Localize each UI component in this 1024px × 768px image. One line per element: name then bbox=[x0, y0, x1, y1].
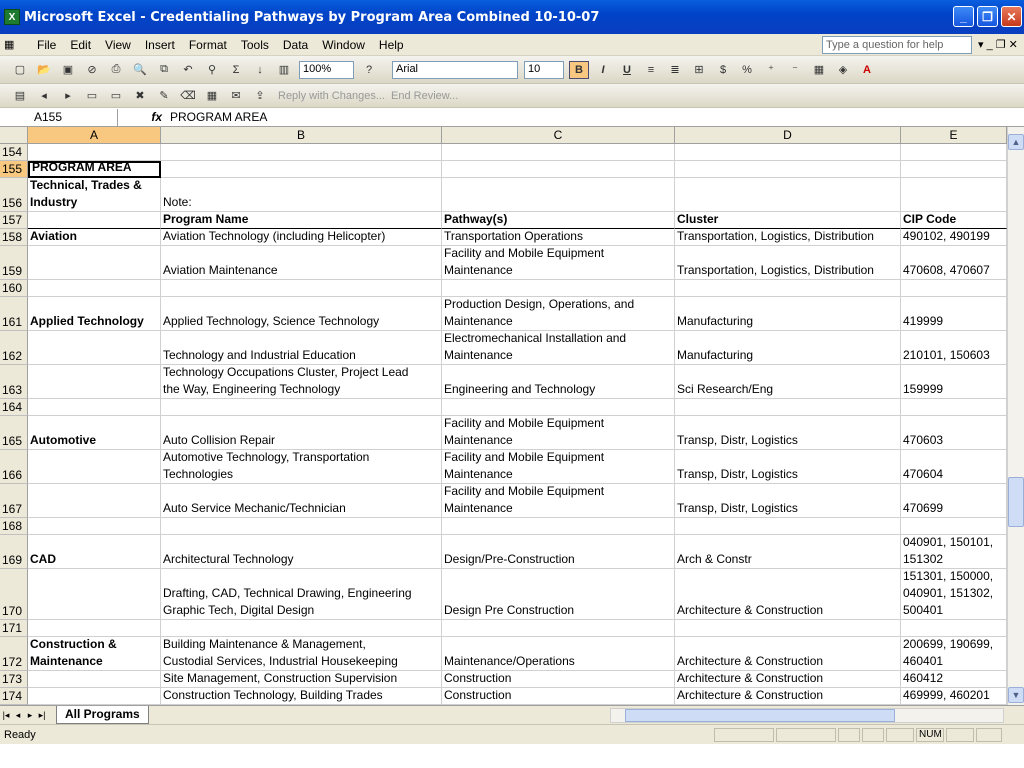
menu-format[interactable]: Format bbox=[188, 37, 227, 52]
cell-b154[interactable] bbox=[161, 144, 442, 161]
status-bar bbox=[0, 724, 1024, 744]
row-header[interactable]: 155 bbox=[0, 161, 28, 178]
cell-c171[interactable] bbox=[442, 620, 675, 637]
cell-b170[interactable]: Drafting, CAD, Technical Drawing, Engineering Graphic Tech, Digital Design bbox=[161, 569, 442, 620]
cell-b171[interactable] bbox=[161, 620, 442, 637]
cell-a169[interactable]: CAD bbox=[28, 535, 161, 569]
menu-tools[interactable]: Tools bbox=[240, 37, 269, 52]
prev-comment-icon[interactable]: ◂ bbox=[41, 90, 47, 102]
cell-c173[interactable]: Construction bbox=[442, 671, 675, 688]
cell-d173[interactable]: Architecture & Construction bbox=[675, 671, 901, 688]
cell-b173[interactable]: Site Management, Construction Supervision bbox=[161, 671, 442, 688]
cell-c168[interactable] bbox=[442, 518, 675, 535]
row-header[interactable]: 165 bbox=[0, 416, 28, 450]
cell-d160[interactable] bbox=[675, 280, 901, 297]
row-header[interactable]: 157 bbox=[0, 212, 28, 229]
italic-button[interactable]: I bbox=[601, 63, 605, 76]
cell-e165[interactable]: 470603 bbox=[901, 416, 1007, 450]
prev-sheet-icon[interactable]: ◂ bbox=[15, 709, 21, 720]
cell-e158[interactable]: 490102, 490199 bbox=[901, 229, 1007, 246]
merge-center-icon[interactable]: ⊞ bbox=[694, 64, 704, 76]
track-icon[interactable]: ▦ bbox=[206, 90, 218, 102]
excel-icon: X bbox=[4, 9, 20, 25]
standard-toolbar bbox=[0, 56, 1024, 84]
cell-c167[interactable]: Facility and Mobile Equipment Maintenance bbox=[442, 484, 675, 518]
cell-e159[interactable]: 470608, 470607 bbox=[901, 246, 1007, 280]
vertical-scrollbar[interactable] bbox=[1007, 127, 1024, 705]
chart-icon[interactable]: ▥ bbox=[278, 64, 290, 76]
row-header[interactable]: 166 bbox=[0, 450, 28, 484]
row-header[interactable]: 161 bbox=[0, 297, 28, 331]
horizontal-scrollbar[interactable] bbox=[610, 708, 1004, 723]
cell-a155[interactable]: PROGRAM AREA bbox=[28, 161, 161, 178]
row-header[interactable]: 163 bbox=[0, 365, 28, 399]
bold-button[interactable]: B bbox=[569, 61, 589, 79]
cell-c172[interactable]: Maintenance/Operations bbox=[442, 637, 675, 671]
select-all-corner[interactable] bbox=[0, 127, 28, 144]
first-sheet-icon[interactable]: |◂ bbox=[2, 709, 10, 720]
cell-a166[interactable] bbox=[28, 450, 161, 484]
cell-c161[interactable]: Production Design, Operations, and Maintenance bbox=[442, 297, 675, 331]
permission-icon[interactable]: ⊘ bbox=[87, 64, 97, 76]
cell-b174[interactable]: Construction Technology, Building Trades bbox=[161, 688, 442, 705]
font-select[interactable]: Arial bbox=[392, 61, 518, 79]
window-title: Microsoft Excel - Credentialing Pathways by Program Area Combined 10-10-07 bbox=[24, 9, 600, 25]
cell-a174[interactable] bbox=[28, 688, 161, 705]
autosum-icon[interactable]: Σ bbox=[232, 63, 240, 76]
cell-b163[interactable]: Technology Occupations Cluster, Project Lead the Way, Engineering Technology bbox=[161, 365, 442, 399]
print-icon[interactable]: ⎙ bbox=[111, 63, 121, 75]
cell-a159[interactable] bbox=[28, 246, 161, 280]
cell-c158[interactable]: Transportation Operations bbox=[442, 229, 675, 246]
review-icon[interactable]: ▤ bbox=[14, 90, 26, 102]
show-comment-icon[interactable]: ▭ bbox=[86, 90, 98, 102]
borders-icon[interactable]: ▦ bbox=[813, 64, 825, 76]
row-header[interactable]: 174 bbox=[0, 688, 28, 705]
percent-icon[interactable]: % bbox=[742, 63, 752, 76]
cell-a157[interactable] bbox=[28, 212, 161, 229]
column-header-c[interactable]: C bbox=[442, 127, 675, 144]
align-center-icon[interactable]: ≣ bbox=[670, 64, 680, 76]
row-header[interactable]: 160 bbox=[0, 280, 28, 297]
cell-d156[interactable] bbox=[675, 178, 901, 212]
copy-icon[interactable]: ⧉ bbox=[160, 63, 168, 75]
cell-c156[interactable] bbox=[442, 178, 675, 212]
cell-a172[interactable]: Construction & Maintenance bbox=[28, 637, 161, 671]
status-text: Ready bbox=[4, 728, 36, 741]
cell-b159[interactable]: Aviation Maintenance bbox=[161, 246, 442, 280]
cell-b169[interactable]: Architectural Technology bbox=[161, 535, 442, 569]
next-sheet-icon[interactable]: ▸ bbox=[27, 709, 33, 720]
cell-c166[interactable]: Facility and Mobile Equipment Maintenance bbox=[442, 450, 675, 484]
cell-e161[interactable]: 419999 bbox=[901, 297, 1007, 331]
horizontal-scroll-thumb[interactable] bbox=[625, 709, 895, 722]
cell-b168[interactable] bbox=[161, 518, 442, 535]
cell-c159[interactable]: Facility and Mobile Equipment Maintenance bbox=[442, 246, 675, 280]
row-header[interactable]: 169 bbox=[0, 535, 28, 569]
formula-bar bbox=[0, 108, 1024, 127]
cell-b166[interactable]: Automotive Technology, Transportation Technologies bbox=[161, 450, 442, 484]
align-left-icon[interactable]: ≡ bbox=[647, 63, 655, 76]
cell-a171[interactable] bbox=[28, 620, 161, 637]
underline-button[interactable]: U bbox=[623, 63, 631, 76]
font-size-select[interactable]: 10 bbox=[524, 61, 564, 79]
sheet-tab-all-programs[interactable]: All Programs bbox=[56, 706, 149, 724]
reviewing-toolbar bbox=[0, 84, 1024, 108]
formula-input[interactable]: PROGRAM AREA bbox=[170, 110, 268, 124]
row-header[interactable]: 162 bbox=[0, 331, 28, 365]
cell-e164[interactable] bbox=[901, 399, 1007, 416]
cell-d155[interactable] bbox=[675, 161, 901, 178]
menu-data[interactable]: Data bbox=[282, 37, 309, 52]
cell-c155[interactable] bbox=[442, 161, 675, 178]
cell-c170[interactable]: Design Pre Construction bbox=[442, 569, 675, 620]
cell-d165[interactable]: Transp, Distr, Logistics bbox=[675, 416, 901, 450]
row-header[interactable]: 154 bbox=[0, 144, 28, 161]
cell-d157[interactable]: Cluster bbox=[675, 212, 901, 229]
row-header[interactable]: 173 bbox=[0, 671, 28, 688]
workbook-icon[interactable]: ▦ bbox=[4, 39, 15, 51]
cell-a170[interactable] bbox=[28, 569, 161, 620]
column-header-d[interactable]: D bbox=[675, 127, 901, 144]
cell-a158[interactable]: Aviation bbox=[28, 229, 161, 246]
num-lock-indicator: NUM bbox=[916, 728, 944, 742]
zoom-select[interactable]: 100% bbox=[299, 61, 354, 79]
cell-e170[interactable]: 151301, 150000, 040901, 151302, 500401 bbox=[901, 569, 1007, 620]
cell-d164[interactable] bbox=[675, 399, 901, 416]
column-header-e[interactable]: E bbox=[901, 127, 1007, 144]
cell-b161[interactable]: Applied Technology, Science Technology bbox=[161, 297, 442, 331]
row-header[interactable]: 172 bbox=[0, 637, 28, 671]
cell-b172[interactable]: Building Maintenance & Management, Custodial Services, Industrial Housekeeping bbox=[161, 637, 442, 671]
row-header[interactable]: 159 bbox=[0, 246, 28, 280]
cell-b157[interactable]: Program Name bbox=[161, 212, 442, 229]
end-review-button[interactable]: End Review... bbox=[391, 89, 459, 102]
spreadsheet-grid[interactable] bbox=[0, 127, 1007, 705]
last-sheet-icon[interactable]: ▸| bbox=[38, 709, 46, 720]
sheet-tab-bar bbox=[0, 705, 1024, 724]
row-header[interactable]: 170 bbox=[0, 569, 28, 620]
title-bar bbox=[0, 0, 1024, 34]
column-header-b[interactable]: B bbox=[161, 127, 442, 144]
cell-e173[interactable]: 460412 bbox=[901, 671, 1007, 688]
column-header-a[interactable]: A bbox=[28, 127, 161, 144]
cell-b162[interactable]: Technology and Industrial Education bbox=[161, 331, 442, 365]
doc-window-controls[interactable]: ▾ _ ❐ ✕ bbox=[978, 39, 1018, 51]
cell-d159[interactable]: Transportation, Logistics, Distribution bbox=[675, 246, 901, 280]
cell-d169[interactable]: Arch & Constr bbox=[675, 535, 901, 569]
row-header[interactable]: 158 bbox=[0, 229, 28, 246]
row-header[interactable]: 167 bbox=[0, 484, 28, 518]
cell-a167[interactable] bbox=[28, 484, 161, 518]
cell-b160[interactable] bbox=[161, 280, 442, 297]
new-icon[interactable]: ▢ bbox=[14, 64, 26, 76]
menu-edit[interactable]: Edit bbox=[70, 37, 92, 52]
decrease-decimal-icon[interactable]: ⁻ bbox=[792, 64, 798, 76]
cell-c157[interactable]: Pathway(s) bbox=[442, 212, 675, 229]
show-all-comments-icon[interactable]: ▭ bbox=[110, 90, 122, 102]
cell-e163[interactable]: 159999 bbox=[901, 365, 1007, 399]
cell-c163[interactable]: Engineering and Technology bbox=[442, 365, 675, 399]
cell-b167[interactable]: Auto Service Mechanic/Technician bbox=[161, 484, 442, 518]
cell-b165[interactable]: Auto Collision Repair bbox=[161, 416, 442, 450]
restore-button[interactable]: ❐ bbox=[977, 6, 998, 27]
cell-d171[interactable] bbox=[675, 620, 901, 637]
next-comment-icon[interactable]: ▸ bbox=[65, 90, 71, 102]
cell-c160[interactable] bbox=[442, 280, 675, 297]
cell-c169[interactable]: Design/Pre-Construction bbox=[442, 535, 675, 569]
cell-e171[interactable] bbox=[901, 620, 1007, 637]
cell-e166[interactable]: 470604 bbox=[901, 450, 1007, 484]
undo-icon[interactable]: ↶ bbox=[183, 64, 193, 76]
cell-a165[interactable]: Automotive bbox=[28, 416, 161, 450]
currency-icon[interactable]: $ bbox=[719, 63, 727, 76]
vertical-scroll-thumb[interactable] bbox=[1008, 477, 1024, 527]
ink-icon[interactable]: ✎ bbox=[159, 90, 169, 102]
cell-d168[interactable] bbox=[675, 518, 901, 535]
row-header[interactable]: 164 bbox=[0, 399, 28, 416]
save-icon[interactable]: ▣ bbox=[62, 64, 74, 76]
menu-help[interactable]: Help bbox=[378, 37, 404, 52]
cell-d170[interactable]: Architecture & Construction bbox=[675, 569, 901, 620]
cell-d163[interactable]: Sci Research/Eng bbox=[675, 365, 901, 399]
cell-e167[interactable]: 470699 bbox=[901, 484, 1007, 518]
fill-color-icon[interactable]: ◈ bbox=[838, 64, 848, 76]
cell-d167[interactable]: Transp, Distr, Logistics bbox=[675, 484, 901, 518]
cell-b156[interactable]: Note: bbox=[161, 178, 442, 212]
name-box[interactable]: A155 bbox=[0, 109, 118, 126]
help-search-input[interactable]: Type a question for help bbox=[822, 36, 972, 54]
erase-icon[interactable]: ⌫ bbox=[180, 90, 196, 102]
cell-e172[interactable]: 200699, 190699, 460401 bbox=[901, 637, 1007, 671]
row-header[interactable]: 156 bbox=[0, 178, 28, 212]
send-icon[interactable]: ⇪ bbox=[255, 90, 265, 102]
cell-c174[interactable]: Construction bbox=[442, 688, 675, 705]
cell-e174[interactable]: 469999, 460201 bbox=[901, 688, 1007, 705]
reply-with-changes-button[interactable]: Reply with Changes... bbox=[278, 89, 385, 102]
menu-bar bbox=[0, 34, 1024, 56]
mail-icon[interactable]: ✉ bbox=[231, 90, 241, 102]
cell-e154[interactable] bbox=[901, 144, 1007, 161]
cell-c165[interactable]: Facility and Mobile Equipment Maintenance bbox=[442, 416, 675, 450]
sort-icon[interactable]: ↓ bbox=[257, 63, 263, 76]
menu-window[interactable]: Window bbox=[322, 37, 365, 52]
delete-comment-icon[interactable]: ✖ bbox=[135, 90, 145, 102]
menu-insert[interactable]: Insert bbox=[144, 37, 175, 52]
scroll-down-button[interactable]: ▼ bbox=[1008, 687, 1024, 703]
cell-a154[interactable] bbox=[28, 144, 161, 161]
scroll-up-button[interactable]: ▲ bbox=[1008, 134, 1024, 150]
cell-a164[interactable] bbox=[28, 399, 161, 416]
cell-d161[interactable]: Manufacturing bbox=[675, 297, 901, 331]
preview-icon[interactable]: 🔍 bbox=[133, 64, 147, 76]
cell-a162[interactable] bbox=[28, 331, 161, 365]
cell-d158[interactable]: Transportation, Logistics, Distribution bbox=[675, 229, 901, 246]
minimize-button[interactable]: _ bbox=[953, 6, 974, 27]
cell-e169[interactable]: 040901, 150101, 151302 bbox=[901, 535, 1007, 569]
menu-view[interactable]: View bbox=[105, 37, 131, 52]
cell-b155[interactable] bbox=[161, 161, 442, 178]
cell-a163[interactable] bbox=[28, 365, 161, 399]
cell-a173[interactable] bbox=[28, 671, 161, 688]
cell-e160[interactable] bbox=[901, 280, 1007, 297]
cell-d154[interactable] bbox=[675, 144, 901, 161]
cell-e155[interactable] bbox=[901, 161, 1007, 178]
cell-a160[interactable] bbox=[28, 280, 161, 297]
row-header[interactable]: 168 bbox=[0, 518, 28, 535]
cell-e162[interactable]: 210101, 150603 bbox=[901, 331, 1007, 365]
cell-e168[interactable] bbox=[901, 518, 1007, 535]
cell-b164[interactable] bbox=[161, 399, 442, 416]
increase-decimal-icon[interactable]: ⁺ bbox=[768, 64, 774, 76]
menu-file[interactable]: File bbox=[37, 37, 57, 52]
cell-a161[interactable]: Applied Technology bbox=[28, 297, 161, 331]
font-color-icon[interactable]: A bbox=[863, 63, 871, 76]
cell-c162[interactable]: Electromechanical Installation and Maintenance bbox=[442, 331, 675, 365]
cell-e157[interactable]: CIP Code bbox=[901, 212, 1007, 229]
cell-d166[interactable]: Transp, Distr, Logistics bbox=[675, 450, 901, 484]
cell-d172[interactable]: Architecture & Construction bbox=[675, 637, 901, 671]
row-header[interactable]: 171 bbox=[0, 620, 28, 637]
close-button[interactable]: ✕ bbox=[1001, 6, 1022, 27]
cell-b158[interactable]: Aviation Technology (including Helicopter) bbox=[161, 229, 442, 246]
cell-a168[interactable] bbox=[28, 518, 161, 535]
help-icon[interactable]: ? bbox=[365, 63, 373, 76]
cell-c154[interactable] bbox=[442, 144, 675, 161]
fx-icon[interactable]: fx bbox=[151, 110, 162, 124]
cell-e156[interactable] bbox=[901, 178, 1007, 212]
cell-a156[interactable]: Technical, Trades & Industry bbox=[28, 178, 161, 212]
cell-d174[interactable]: Architecture & Construction bbox=[675, 688, 901, 705]
cell-c164[interactable] bbox=[442, 399, 675, 416]
open-icon[interactable]: 📂 bbox=[37, 64, 51, 76]
cell-d162[interactable]: Manufacturing bbox=[675, 331, 901, 365]
hyperlink-icon[interactable]: ⚲ bbox=[207, 64, 217, 76]
